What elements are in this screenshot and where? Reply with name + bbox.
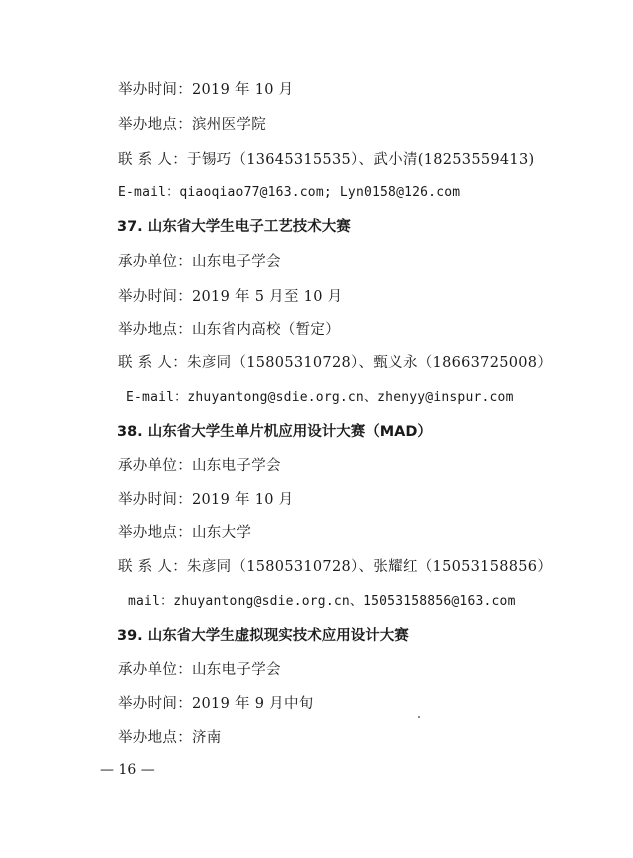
c37-time: 举办时间：2019 年 5 月至 10 月 <box>118 289 343 305</box>
prev-time: 举办时间：2019 年 10 月 <box>118 82 294 98</box>
section-39-title: 39. 山东省大学生虚拟现实技术应用设计大赛 <box>117 628 409 644</box>
section-37-title: 37. 山东省大学生电子工艺技术大赛 <box>117 219 351 235</box>
prev-email: E-mail：qiaoqiao77@163.com; Lyn0158@126.com <box>118 185 461 200</box>
prev-contact: 联 系 人：于锡巧（13645315535）、武小清(18253559413) <box>118 152 535 168</box>
c37-contact: 联 系 人：朱彦同（15805310728）、甄义永（18663725008） <box>118 355 553 371</box>
prev-place: 举办地点：滨州医学院 <box>118 117 266 133</box>
page-number: — 16 — <box>100 762 155 778</box>
c37-place: 举办地点：山东省内高校（暂定） <box>118 322 340 338</box>
c39-time: 举办时间：2019 年 9 月中旬 <box>118 696 314 712</box>
c38-contact: 联 系 人：朱彦同（15805310728）、张耀红（15053158856） <box>118 559 553 575</box>
c38-place: 举办地点：山东大学 <box>118 525 252 541</box>
c38-time: 举办时间：2019 年 10 月 <box>118 492 294 508</box>
section-38-title: 38. 山东省大学生单片机应用设计大赛（MAD） <box>117 424 432 440</box>
c39-place: 举办地点：济南 <box>118 730 222 746</box>
c37-email: E-mail：zhuyantong@sdie.org.cn、zhenyy@inspur.com <box>126 390 514 405</box>
c38-email: mail：zhuyantong@sdie.org.cn、15053158856@163.com <box>128 594 516 609</box>
scan-speck <box>418 716 420 718</box>
c39-organizer: 承办单位：山东电子学会 <box>118 662 281 678</box>
c37-organizer: 承办单位：山东电子学会 <box>118 254 281 270</box>
c38-organizer: 承办单位：山东电子学会 <box>118 458 281 474</box>
